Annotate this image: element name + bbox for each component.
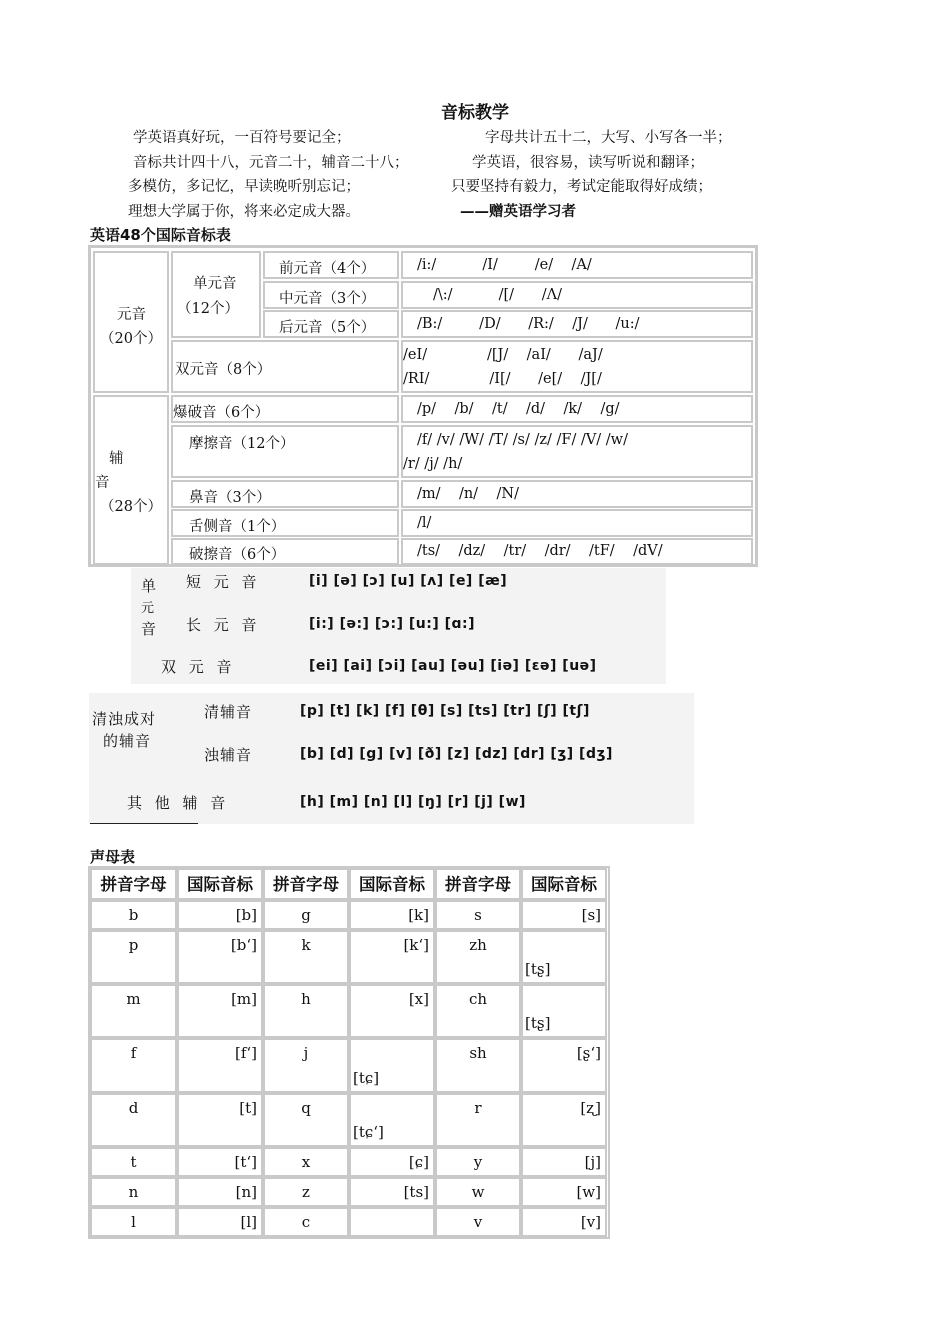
table-cell: sh bbox=[435, 1038, 521, 1093]
poem-line-3-left: 多模仿，多记忆，早读晚听别忘记； bbox=[128, 179, 360, 195]
table-cell: [ʐ] bbox=[521, 1093, 607, 1147]
central-vowel-values: /\:/ /[/ /Λ/ bbox=[433, 287, 562, 303]
table-cell: zh bbox=[435, 930, 521, 984]
table-cell: f bbox=[90, 1038, 177, 1093]
band2-pair-1: 清浊成对 bbox=[92, 710, 157, 728]
page-title: 音标教学 bbox=[441, 103, 509, 123]
diphthong-values-line1: /eI/ /[J/ /aI/ /aJ/ bbox=[403, 347, 603, 363]
consonants-cell bbox=[93, 395, 169, 565]
voiceless-label: 清辅音 bbox=[204, 703, 253, 721]
header-ipa-2: 国际音标 bbox=[349, 868, 435, 900]
front-vowel-label-cell bbox=[263, 251, 399, 279]
table-cell: y bbox=[435, 1147, 521, 1177]
fricative-values-line1: /f/ /v/ /W/ /T/ /s/ /z/ /F/ /V/ /w/ bbox=[417, 432, 628, 448]
poem-line-1-right: 字母共计五十二，大写、小写各一半； bbox=[485, 130, 732, 146]
table-cell: v bbox=[435, 1207, 521, 1237]
vowels-count: （20个） bbox=[100, 331, 162, 347]
vowel-chart-image bbox=[131, 568, 666, 684]
diphthong-label: 双元音（8个） bbox=[175, 362, 272, 378]
voiceless-values: [p] [t] [k] [f] [θ] [s] [ts] [tr] [ʃ] [tʃ] bbox=[300, 703, 590, 719]
table-cell: b bbox=[90, 900, 177, 930]
central-vowel-label: 中元音（3个） bbox=[279, 291, 376, 307]
diphthong-values-cell bbox=[401, 340, 753, 393]
central-vowel-values-cell bbox=[401, 281, 753, 309]
table-cell: j bbox=[263, 1038, 349, 1093]
plosive-label: 爆破音（6个） bbox=[173, 405, 270, 421]
table-cell-text: [tʂ] bbox=[525, 1014, 551, 1032]
table-cell: [b] bbox=[177, 900, 263, 930]
section-title-phonetics: 英语48个国际音标表 bbox=[90, 226, 231, 244]
long-vowel-label: 长 元 音 bbox=[186, 616, 261, 634]
poem-line-2-left: 音标共计四十八，元音二十，辅音二十八； bbox=[133, 155, 409, 171]
table-cell: [w] bbox=[521, 1177, 607, 1207]
poem-line-1-left: 学英语真好玩，一百符号要记全； bbox=[133, 130, 351, 146]
band1-mono-3: 音 bbox=[141, 620, 161, 638]
table-cell: q bbox=[263, 1093, 349, 1147]
table-cell: [ʂʻ] bbox=[521, 1038, 607, 1093]
table-cell: h bbox=[263, 984, 349, 1038]
mono-vowel-count: （12个） bbox=[177, 301, 239, 317]
table-cell: [bʻ] bbox=[177, 930, 263, 984]
table-cell: [fʻ] bbox=[177, 1038, 263, 1093]
table-cell: r bbox=[435, 1093, 521, 1147]
plosive-values: /p/ /b/ /t/ /d/ /k/ /g/ bbox=[417, 401, 620, 417]
header-pinyin-3: 拼音字母 bbox=[435, 868, 521, 900]
table-cell bbox=[521, 984, 607, 1038]
section-title-initials: 声母表 bbox=[90, 848, 136, 866]
band1-mono-1: 单 bbox=[141, 577, 161, 595]
fricative-label: 摩擦音（12个） bbox=[189, 436, 295, 452]
table-cell bbox=[349, 1038, 435, 1093]
poem-line-3-right: 只要坚持有毅力，考试定能取得好成绩； bbox=[451, 179, 712, 195]
header-pinyin-2: 拼音字母 bbox=[263, 868, 349, 900]
table-cell bbox=[349, 1093, 435, 1147]
table-cell: [ts] bbox=[349, 1177, 435, 1207]
table-cell: p bbox=[90, 930, 177, 984]
table-cell: m bbox=[90, 984, 177, 1038]
table-cell: [tʻ] bbox=[177, 1147, 263, 1177]
poem-dedication: ——赠英语学习者 bbox=[460, 204, 576, 220]
table-cell: [s] bbox=[521, 900, 607, 930]
table-cell-text: [tʂ] bbox=[525, 960, 551, 978]
lateral-label-cell bbox=[171, 509, 399, 537]
diphthong-band-values: [ei] [ai] [ɔi] [au] [əu] [iə] [ɛə] [uə] bbox=[309, 658, 597, 674]
band1-mono-2: 元 bbox=[141, 601, 159, 616]
table-cell: ch bbox=[435, 984, 521, 1038]
consonants-label-1: 辅 bbox=[109, 451, 124, 467]
divider-line bbox=[90, 823, 198, 824]
table-cell-text: [tɕʻ] bbox=[353, 1123, 384, 1141]
poem-line-2-right: 学英语，很容易，读写听说和翻译； bbox=[472, 155, 704, 171]
back-vowel-label: 后元音（5个） bbox=[279, 320, 376, 336]
consonant-chart-image bbox=[89, 693, 694, 824]
header-ipa-1: 国际音标 bbox=[177, 868, 263, 900]
table-cell: [m] bbox=[177, 984, 263, 1038]
table-cell: [kʻ] bbox=[349, 930, 435, 984]
diphthong-label-cell bbox=[171, 340, 399, 393]
short-vowel-label: 短 元 音 bbox=[186, 573, 261, 591]
table-cell: [k] bbox=[349, 900, 435, 930]
header-ipa-3: 国际音标 bbox=[521, 868, 607, 900]
table-cell: k bbox=[263, 930, 349, 984]
diphthong-values-line2: /RI/ /I[/ /e[/ /J[/ bbox=[403, 371, 602, 387]
table-cell: n bbox=[90, 1177, 177, 1207]
affricate-label-cell bbox=[171, 538, 399, 565]
fricative-values-cell bbox=[401, 425, 753, 478]
table-cell: w bbox=[435, 1177, 521, 1207]
mono-vowel-label: 单元音 bbox=[193, 276, 237, 292]
table-cell: [ɕ] bbox=[349, 1147, 435, 1177]
nasal-values-cell bbox=[401, 480, 753, 508]
short-vowel-values: [i] [ə] [ɔ] [u] [ʌ] [e] [æ] bbox=[309, 573, 508, 589]
fricative-label-cell bbox=[171, 425, 399, 478]
table-cell: [n] bbox=[177, 1177, 263, 1207]
lateral-label: 舌侧音（1个） bbox=[189, 519, 286, 535]
nasal-label: 鼻音（3个） bbox=[189, 490, 271, 506]
affricate-values-cell bbox=[401, 538, 753, 565]
consonants-label-2: 音 bbox=[95, 475, 110, 491]
other-consonant-values: [h] [m] [n] [l] [ŋ] [r] [j] [w] bbox=[300, 794, 526, 810]
vowels-label: 元音 bbox=[117, 307, 146, 323]
front-vowel-values-cell bbox=[401, 251, 753, 279]
table-cell: z bbox=[263, 1177, 349, 1207]
vowels-cell bbox=[93, 251, 169, 393]
table-cell: [j] bbox=[521, 1147, 607, 1177]
table-cell: t bbox=[90, 1147, 177, 1177]
plosive-label-cell bbox=[171, 395, 399, 423]
table-cell: [t] bbox=[177, 1093, 263, 1147]
voiced-label: 浊辅音 bbox=[204, 746, 253, 764]
phonetic-table bbox=[88, 245, 758, 567]
nasal-values: /m/ /n/ /N/ bbox=[417, 486, 519, 502]
long-vowel-values: [i:] [ə:] [ɔ:] [u:] [ɑ:] bbox=[309, 616, 476, 632]
lateral-values: /l/ bbox=[417, 515, 432, 531]
table-cell: d bbox=[90, 1093, 177, 1147]
back-vowel-label-cell bbox=[263, 310, 399, 338]
consonants-count: （28个） bbox=[100, 499, 162, 515]
table-cell: c bbox=[263, 1207, 349, 1237]
header-pinyin-1: 拼音字母 bbox=[90, 868, 177, 900]
front-vowel-label: 前元音（4个） bbox=[279, 261, 376, 277]
table-cell: s bbox=[435, 900, 521, 930]
table-cell: [v] bbox=[521, 1207, 607, 1237]
table-cell: l bbox=[90, 1207, 177, 1237]
table-cell: [l] bbox=[177, 1207, 263, 1237]
back-vowel-values: /B:/ /D/ /R:/ /J/ /u:/ bbox=[417, 316, 640, 332]
band2-pair-2: 的辅音 bbox=[103, 732, 152, 750]
voiced-values: [b] [d] [g] [v] [ð] [z] [dz] [dr] [ʒ] [dʒ] bbox=[300, 746, 613, 762]
affricate-values: /ts/ /dz/ /tr/ /dr/ /tF/ /dV/ bbox=[417, 543, 663, 559]
table-cell: g bbox=[263, 900, 349, 930]
affricate-label: 破擦音（6个） bbox=[189, 547, 286, 563]
table-cell-text: [tɕ] bbox=[353, 1069, 380, 1087]
front-vowel-values: /i:/ /I/ /e/ /A/ bbox=[417, 257, 592, 273]
table-cell bbox=[521, 930, 607, 984]
central-vowel-label-cell bbox=[263, 281, 399, 309]
nasal-label-cell bbox=[171, 480, 399, 508]
lateral-values-cell bbox=[401, 509, 753, 537]
mono-vowel-cell bbox=[171, 251, 261, 338]
back-vowel-values-cell bbox=[401, 310, 753, 338]
other-consonant-label: 其 他 辅 音 bbox=[127, 794, 230, 812]
table-cell bbox=[349, 1207, 435, 1237]
initials-table bbox=[88, 866, 610, 1239]
fricative-values-line2: /r/ /j/ /h/ bbox=[403, 456, 463, 472]
diphthong-band-label: 双 元 音 bbox=[161, 658, 236, 676]
poem-line-4-left: 理想大学属于你，将来必定成大器。 bbox=[128, 204, 360, 220]
table-cell: x bbox=[263, 1147, 349, 1177]
plosive-values-cell bbox=[401, 395, 753, 423]
table-cell: [x] bbox=[349, 984, 435, 1038]
